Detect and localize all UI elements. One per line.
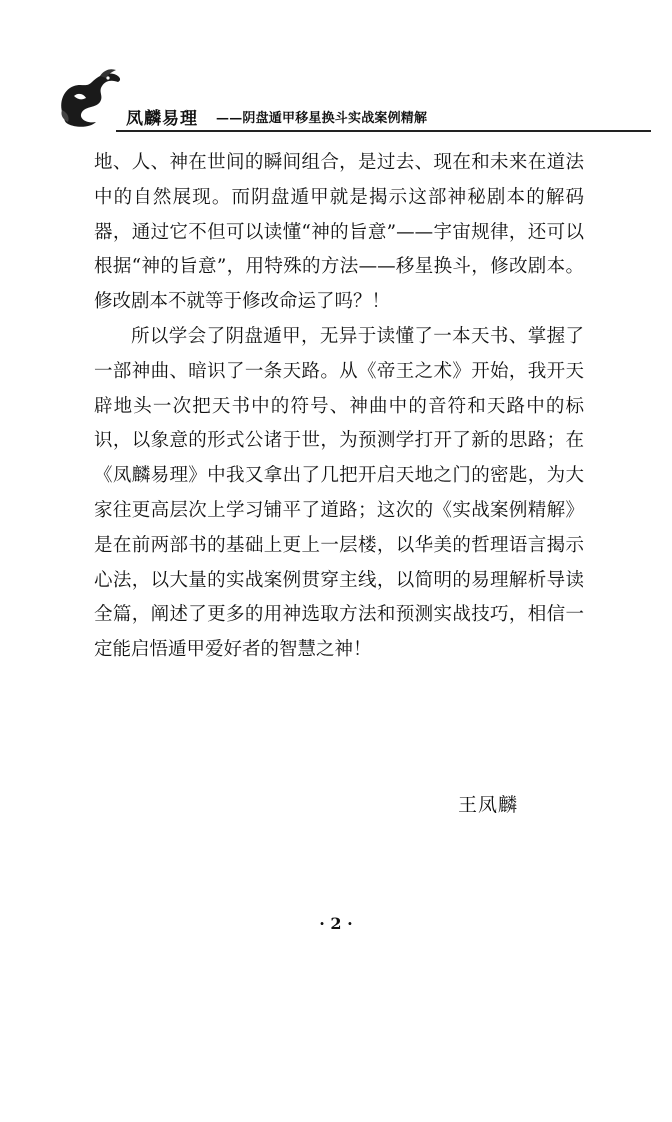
author-signature: 王凤麟 bbox=[458, 794, 519, 816]
dragon-icon bbox=[56, 66, 126, 132]
header-divider bbox=[116, 130, 651, 132]
running-header bbox=[56, 66, 626, 136]
page-number: · 2 · bbox=[319, 914, 353, 933]
paragraph-2: 所以学会了阴盘遁甲，无异于读懂了一本天书、掌握了一部神曲、暗识了一条天路。从《帝王之术》开始，我开天辟地头一次把天书中的符号、神曲中的音符和天路中的标识，以象意的形式公诸于世，为预测学打开了新的思路；在《凤麟易理》中我又拿出了几把开启天地之门的密匙，为大家往更高层次上学习铺平了道路；这次的《实战案例精解》是在前两部书的基础上更上一层楼，以华美的哲理语言揭示心法，以大量的实战案例贯穿主线，以简明的易理解析导读全篇，阐述了更多的用神选取方法和预测实战技巧，相信一定能启悟遁甲爱好者的智慧之神！ bbox=[94, 325, 584, 661]
paragraph-1: 地、人、神在世间的瞬间组合，是过去、现在和未来在道法中的自然展现。而阴盘遁甲就是揭示这部神秘剧本的解码器，通过它不但可以读懂“神的旨意”——宇宙规律，还可以根据“神的旨意”，用特殊的方法——移星换斗，修改剧本。修改剧本不就等于修改命运了吗？！ bbox=[94, 152, 584, 313]
book-title: 凤麟易理 bbox=[126, 109, 198, 129]
book-subtitle: ——阴盘遁甲移星换斗实战案例精解 bbox=[216, 111, 428, 126]
body-text bbox=[94, 146, 584, 668]
